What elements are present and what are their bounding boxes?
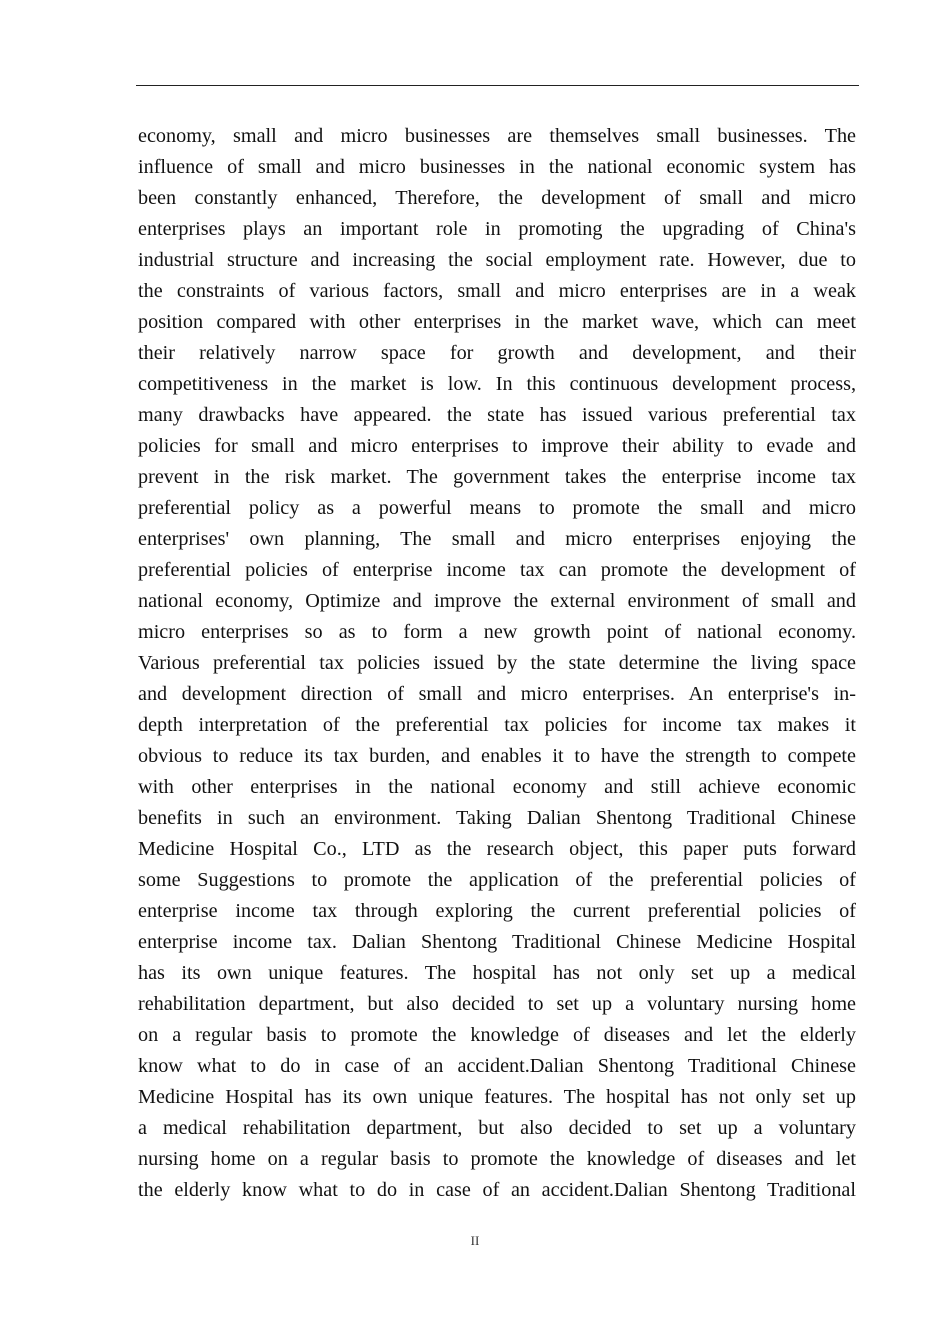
text-line: their relatively narrow space for growth and development, and their [138, 342, 856, 364]
text-line: economy, small and micro businesses are themselves small businesses. The [138, 125, 856, 147]
text-line: obvious to reduce its tax burden, and enables it to have the strength to compete [138, 745, 856, 767]
text-line: national economy, Optimize and improve the external environment of small and [138, 590, 856, 612]
text-line: on a regular basis to promote the knowledge of diseases and let the elderly [138, 1024, 856, 1046]
text-line: competitiveness in the market is low. In this continuous development process, [138, 373, 856, 395]
page-number: II [470, 1233, 480, 1248]
text-line: depth interpretation of the preferential tax policies for income tax makes it [138, 714, 856, 736]
text-line: Medicine Hospital has its own unique features. The hospital has not only set up [138, 1086, 856, 1108]
text-line: enterprise income tax. Dalian Shentong Traditional Chinese Medicine Hospital [138, 931, 856, 953]
text-line: prevent in the risk market. The government takes the enterprise income tax [138, 466, 856, 488]
text-line: preferential policies of enterprise income tax can promote the development of [138, 559, 856, 581]
text-line: enterprises' own planning, The small and micro enterprises enjoying the [138, 528, 856, 550]
text-line: the constraints of various factors, small and micro enterprises are in a weak [138, 280, 856, 302]
text-line: enterprises plays an important role in promoting the upgrading of China's [138, 218, 856, 240]
text-line: industrial structure and increasing the social employment rate. However, due to [138, 249, 856, 271]
text-line: with other enterprises in the national economy and still achieve economic [138, 776, 856, 798]
text-line: some Suggestions to promote the application of the preferential policies of [138, 869, 856, 891]
text-line: influence of small and micro businesses in the national economic system has [138, 156, 856, 178]
text-line: Various preferential tax policies issued by the state determine the living space [138, 652, 856, 674]
text-line: a medical rehabilitation department, but also decided to set up a voluntary [138, 1117, 856, 1139]
text-line: many drawbacks have appeared. the state has issued various preferential tax [138, 404, 856, 426]
text-line: micro enterprises so as to form a new growth point of national economy. [138, 621, 856, 643]
text-line: position compared with other enterprises in the market wave, which can meet [138, 311, 856, 333]
text-line: and development direction of small and micro enterprises. An enterprise's in- [138, 683, 856, 705]
text-line: benefits in such an environment. Taking Dalian Shentong Traditional Chinese [138, 807, 856, 829]
text-line: nursing home on a regular basis to promote the knowledge of diseases and let [138, 1148, 856, 1170]
text-line: policies for small and micro enterprises to improve their ability to evade and [138, 435, 856, 457]
text-line: enterprise income tax through exploring the current preferential policies of [138, 900, 856, 922]
text-line: rehabilitation department, but also decided to set up a voluntary nursing home [138, 993, 856, 1015]
text-line: the elderly know what to do in case of an accident.Dalian Shentong Traditional [138, 1179, 856, 1201]
body-paragraph [138, 121, 856, 1206]
text-line: know what to do in case of an accident.Dalian Shentong Traditional Chinese [138, 1055, 856, 1077]
header-rule [136, 85, 859, 86]
text-line: has its own unique features. The hospital has not only set up a medical [138, 962, 856, 984]
text-line: Medicine Hospital Co., LTD as the research object, this paper puts forward [138, 838, 856, 860]
text-line: been constantly enhanced, Therefore, the development of small and micro [138, 187, 856, 209]
text-line: preferential policy as a powerful means to promote the small and micro [138, 497, 856, 519]
